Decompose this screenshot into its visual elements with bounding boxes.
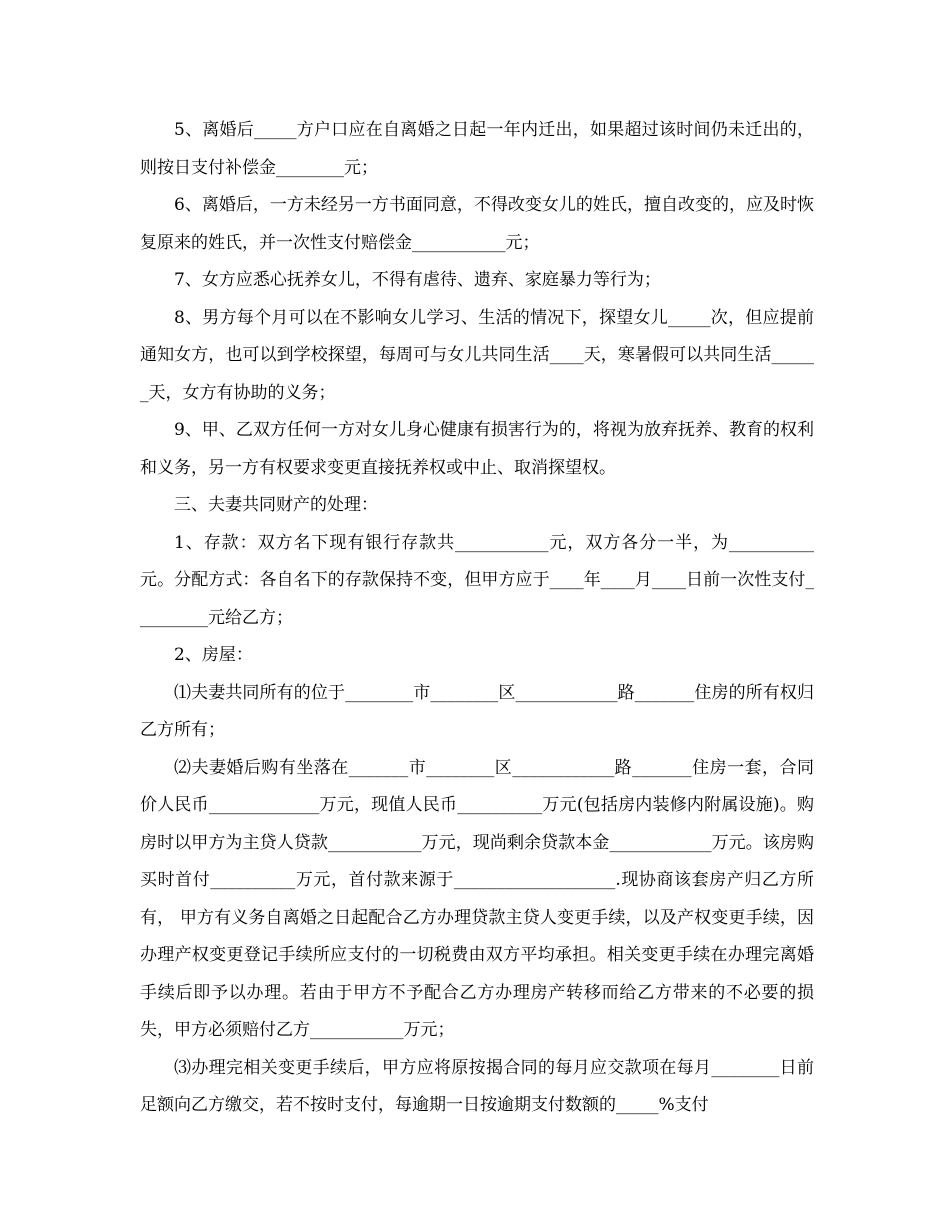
housing-item-3: ⑶办理完相关变更手续后，甲方应将原按揭合同的每月应交款项在每月________日前足额向乙方缴交，若不按时支付，每逾期一日按逾期支付数额的_____%支付 [140, 1057, 814, 1115]
property-2-housing-heading: 2、房屋： [174, 645, 253, 665]
clause-9-harm: 9、甲、乙双方任何一方对女儿身心健康有损害行为的，将视为放弃抚养、教育的权利和义务，另一方有权要求变更直接抚养权或中止、取消探望权。 [140, 420, 814, 478]
document-page [140, 112, 814, 1125]
housing-item-2: ⑵夫妻婚后购有坐落在_______市________区____________路_______住房一套，合同价人民币_____________万元，现值人民币__________万元(包括房内装修内附属设施)。购房时以甲方为主贷人贷款___________万元，现尚剩余贷款本金____________万元。该房购买时首付__________万元，首付款来源于___________________.现协商该套房产归乙方所有， 甲方有义务自离婚之日起配合乙方办理贷款主贷人变更手续，以及产权变更手续，因办理产权变更登记手续所应支付的一切税费由双方平均承担。相关变更手续在办理完离婚手续后即予以办理。若由于甲方不予配合乙方办理房产转移而给乙方带来的不必要的损失，甲方必须赔付乙方___________万元； [140, 757, 814, 1040]
clause-7-care: 7、女方应悉心抚养女儿，不得有虐待、遗弃、家庭暴力等行为； [174, 270, 661, 290]
clause-5-hukou: 5、离婚后_____方户口应在自离婚之日起一年内迁出，如果超过该时间仍未迁出的，则按日支付补偿金________元； [140, 120, 814, 178]
clause-6-surname: 6、离婚后，一方未经另一方书面同意，不得改变女儿的姓氏，擅自改变的，应及时恢复原来的姓氏，并一次性支付赔偿金___________元； [140, 195, 814, 253]
clause-8-visitation: 8、男方每个月可以在不影响女儿学习、生活的情况下，探望女儿_____次，但应提前通知女方，也可以到学校探望，每周可与女儿共同生活____天，寒暑假可以共同生活______天，女方有协助的义务； [140, 307, 814, 403]
section-3-heading: 三、夫妻共同财产的处理： [174, 495, 378, 515]
property-1-deposits: 1、存款：双方名下现有银行存款共___________元，双方各分一半，为__________元。分配方式：各自名下的存款保持不变，但甲方应于____年____月____日前一次性支付_________元给乙方； [140, 532, 814, 628]
housing-item-1: ⑴夫妻共同所有的位于________市________区____________路_______住房的所有权归乙方所有； [140, 682, 814, 740]
